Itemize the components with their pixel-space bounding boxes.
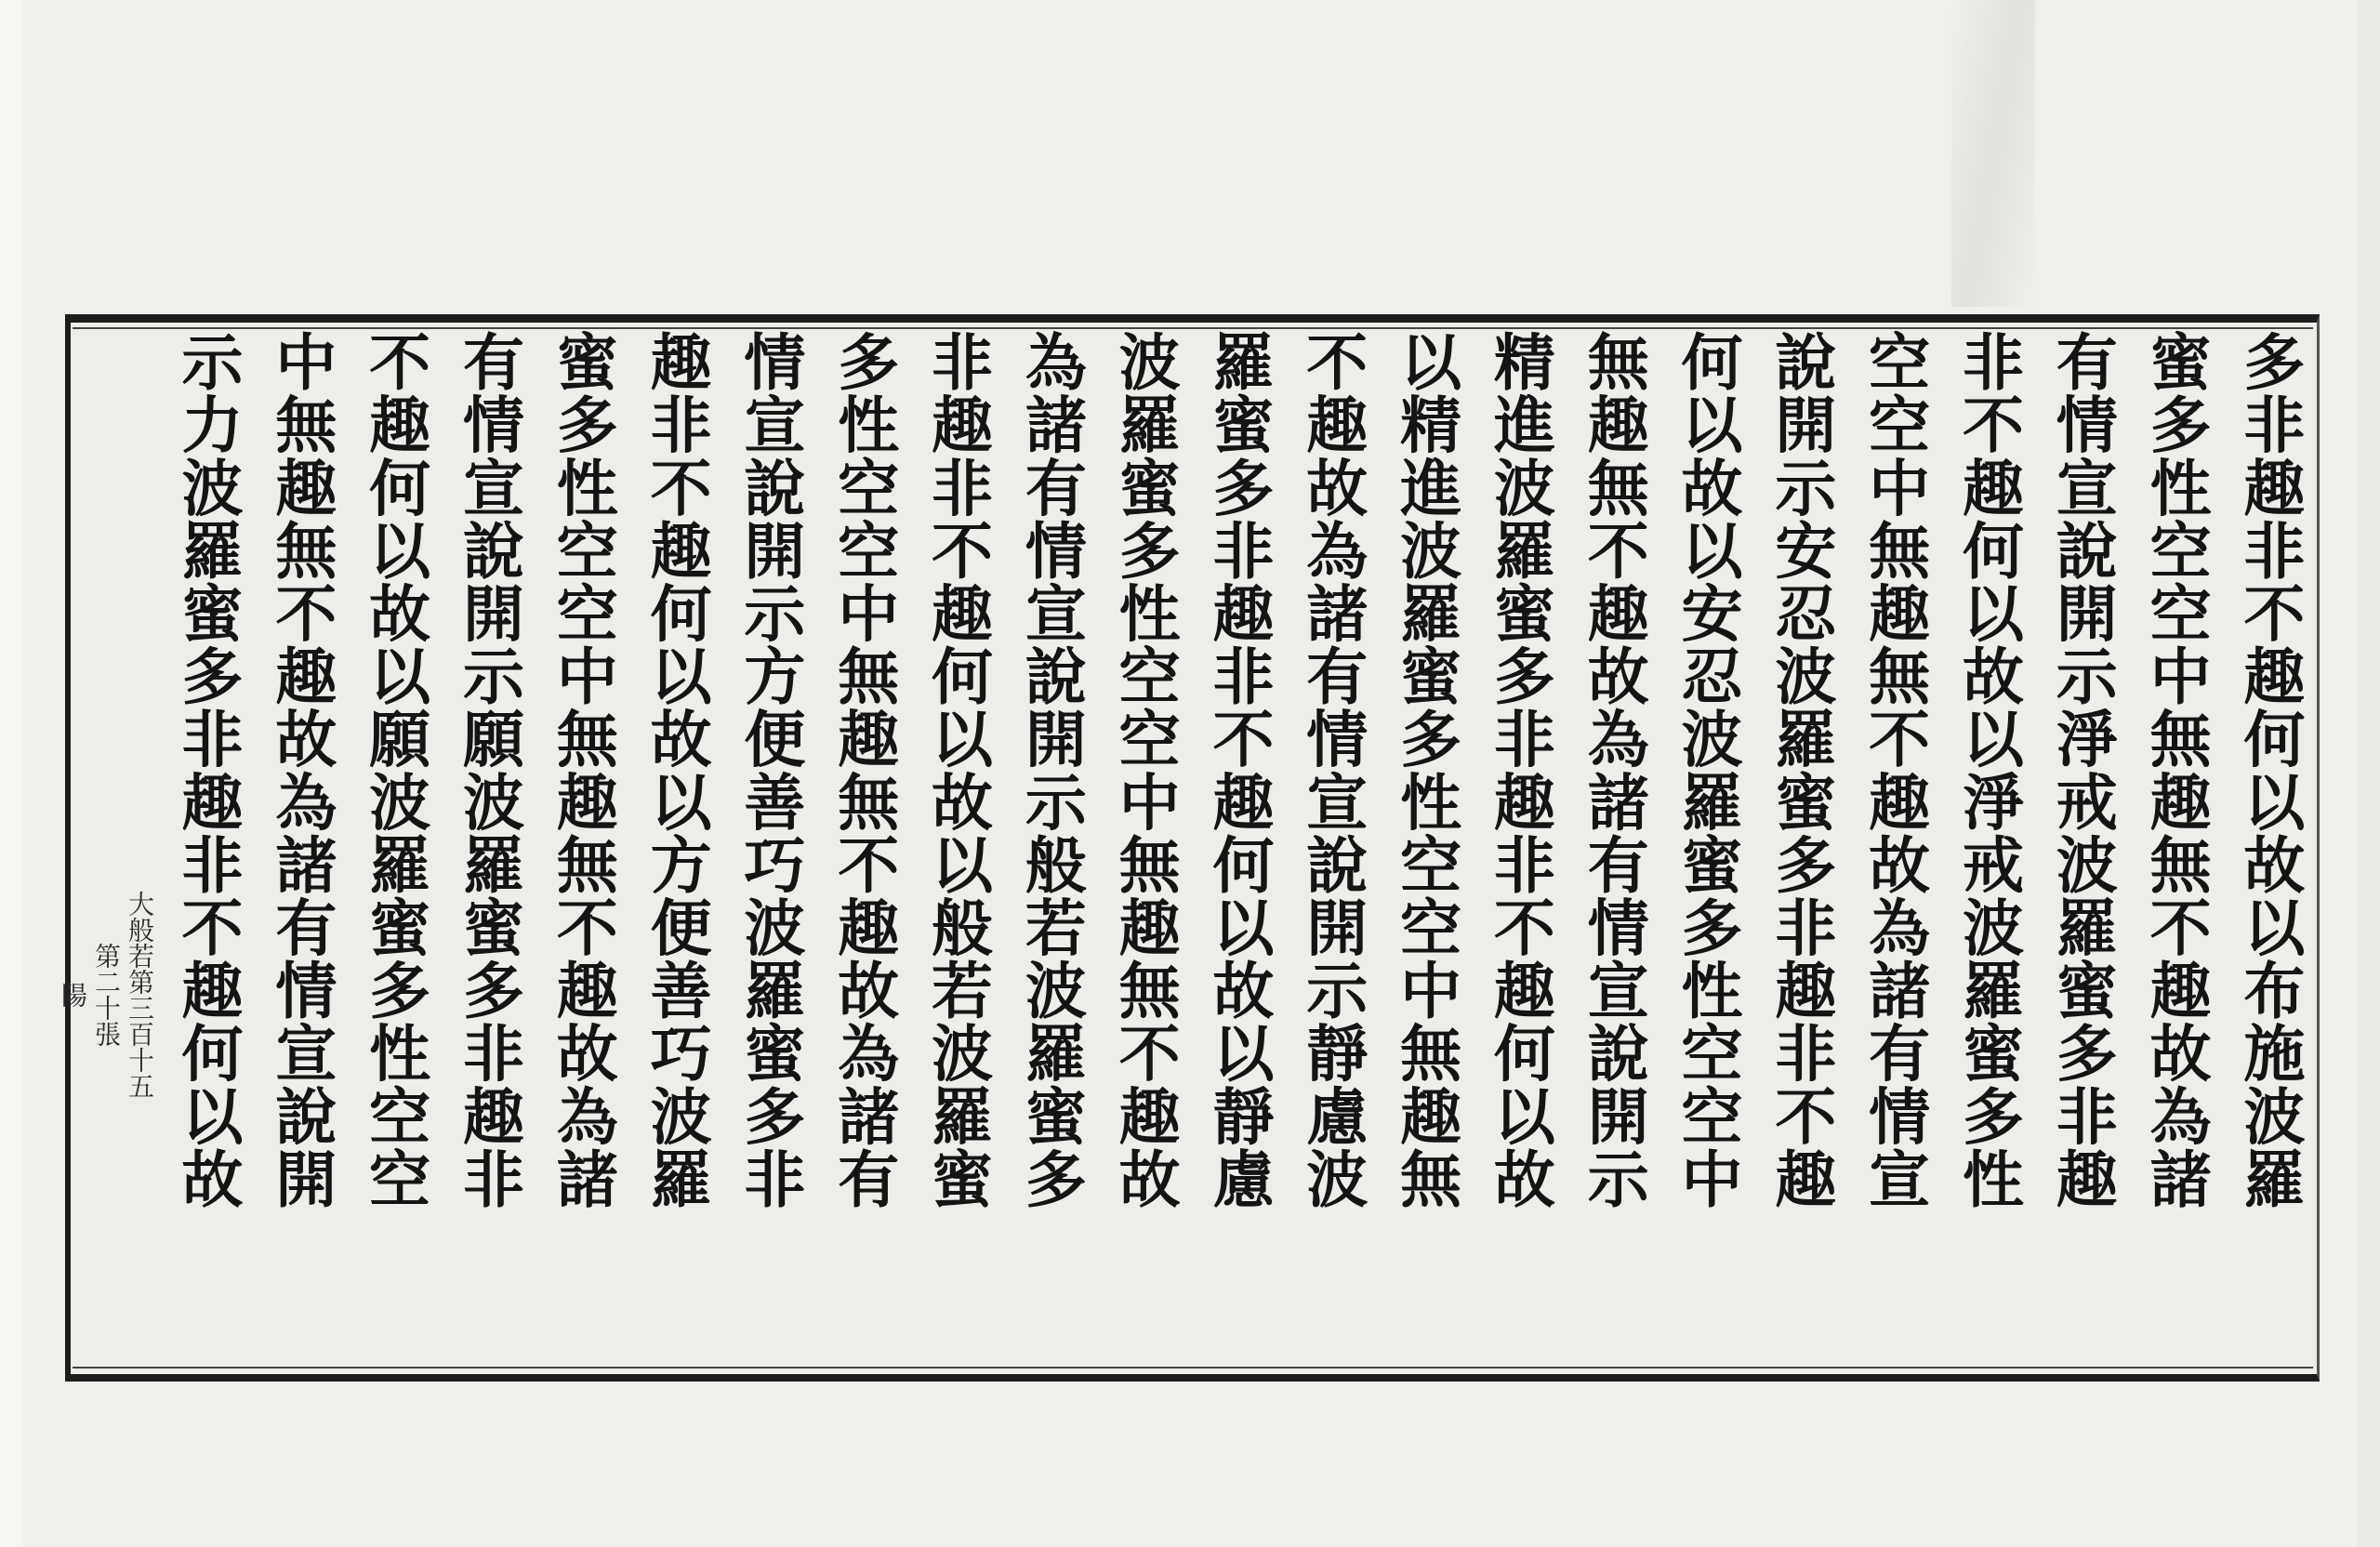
binding-shadow xyxy=(1951,0,2035,307)
text-column: 空空中無趣無不趣故為諸有情宣 xyxy=(1858,330,1931,1210)
text-column: 為諸有情宣說開示般若波羅蜜多 xyxy=(1014,330,1088,1210)
text-column: 非趣非不趣何以故以般若波羅蜜 xyxy=(920,330,994,1210)
margin-volume: 大般若第三百十五 xyxy=(125,891,155,1099)
text-column: 多非趣非不趣何以故以布施波羅 xyxy=(2232,330,2306,1210)
text-column: 中無趣無不趣故為諸有情宣說開 xyxy=(264,330,337,1210)
text-columns xyxy=(169,330,2307,1371)
text-column: 情宣說開示方便善巧波羅蜜多非 xyxy=(733,330,806,1210)
text-column: 趣非不趣何以故以方便善巧波羅 xyxy=(640,330,713,1210)
text-column: 羅蜜多非趣非不趣何以故以靜慮 xyxy=(1201,330,1275,1210)
text-column: 說開示安忍波羅蜜多非趣非不趣 xyxy=(1764,330,1837,1210)
text-column: 蜜多性空空中無趣無不趣故為諸 xyxy=(2139,330,2213,1210)
text-column: 非不趣何以故以淨戒波羅蜜多性 xyxy=(1951,330,2025,1210)
margin-carver: 陽 xyxy=(58,982,88,1008)
text-column: 不趣故為諸有情宣說開示靜慮波 xyxy=(1295,330,1368,1210)
text-column: 何以故以安忍波羅蜜多性空空中 xyxy=(1671,330,1743,1210)
margin-leaf: 第二十張 xyxy=(91,943,122,1047)
text-column: 不趣何以故以願波羅蜜多性空空 xyxy=(358,330,431,1210)
text-column: 有情宣說開示淨戒波羅蜜多非趣 xyxy=(2045,330,2119,1210)
text-column: 波羅蜜多性空空中無趣無不趣故 xyxy=(1108,330,1182,1210)
text-column: 以精進波羅蜜多性空空中無趣無 xyxy=(1389,330,1462,1210)
text-column: 精進波羅蜜多非趣非不趣何以故 xyxy=(1483,330,1556,1210)
text-column: 多性空空中無趣無不趣故為諸有 xyxy=(826,330,900,1210)
text-column: 示力波羅蜜多非趣非不趣何以故 xyxy=(171,330,244,1210)
text-column: 蜜多性空空中無趣無不趣故為諸 xyxy=(546,330,619,1210)
margin-notation xyxy=(58,660,156,1329)
text-column: 無趣無不趣故為諸有情宣說開示 xyxy=(1577,330,1650,1210)
text-column: 有情宣說開示願波羅蜜多非趣非 xyxy=(452,330,525,1210)
page-gutter xyxy=(0,0,22,1547)
